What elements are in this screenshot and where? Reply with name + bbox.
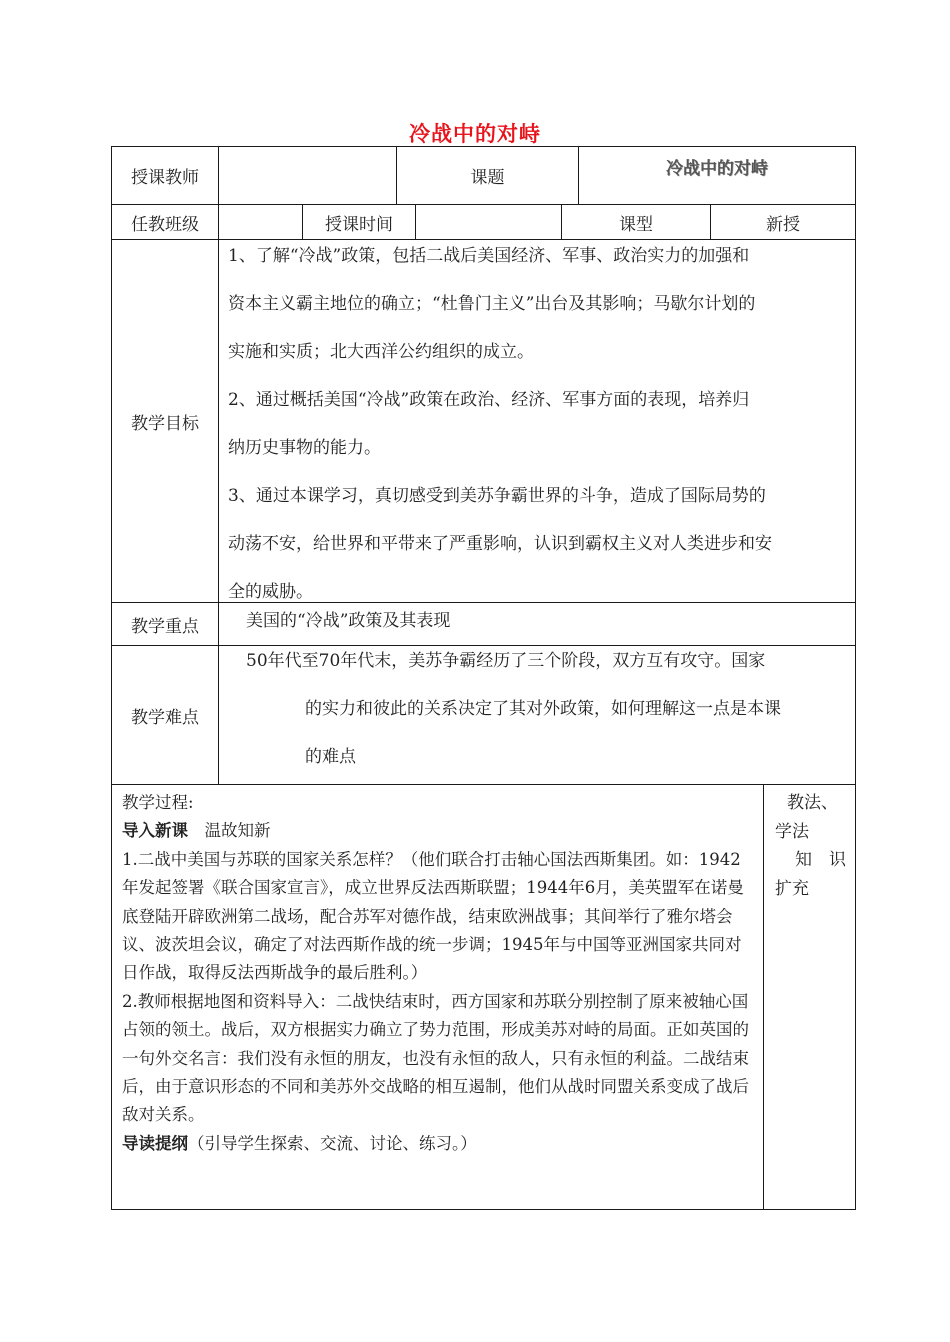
side-note — [775, 789, 850, 903]
intro-subtitle: 温故知新 — [188, 821, 271, 841]
document-title: 冷战中的对峙 — [409, 122, 541, 146]
difficulty-line-3: 的难点 — [305, 747, 356, 767]
intro-line — [122, 817, 757, 845]
objective-line: 1、了解“冷战”政策，包括二战后美国经济、军事、政治实力的加强和 — [228, 246, 750, 266]
intro-heading: 导入新课 — [122, 821, 188, 841]
side-note-line: 扩充 — [775, 878, 809, 899]
topic-value: 冷战中的对峙 — [666, 158, 768, 179]
row-divider — [111, 784, 856, 785]
guide-note: （引导学生探索、交流、讨论、练习。） — [188, 1133, 477, 1153]
side-note-line: 学法 — [775, 821, 809, 842]
process-heading: 教学过程: — [122, 793, 194, 812]
type-label: 课型 — [619, 214, 653, 235]
teaching-process — [122, 789, 757, 1158]
difficulty-label: 教学难点 — [131, 707, 199, 728]
teacher-label: 授课教师 — [131, 168, 199, 188]
objective-line: 纳历史事物的能力。 — [228, 438, 381, 458]
objective-line: 全的威胁。 — [228, 582, 313, 602]
topic-label: 课题 — [470, 168, 505, 188]
key-point-label: 教学重点 — [131, 616, 199, 637]
column-divider — [218, 146, 219, 785]
guide-line — [122, 1130, 757, 1158]
difficulty-line-1: 50年代至70年代末，美苏争霸经历了三个阶段，双方互有攻守。国家 — [246, 651, 766, 671]
objective-line: 资本主义霸主地位的确立；“杜鲁门主义”出台及其影响；马歇尔计划的 — [228, 294, 756, 314]
process-paragraph-1: 1.二战中美国与苏联的国家关系怎样？（他们联合打击轴心国法西斯集团。如：1942年发起签署《联合国家宣言》，成立世界反法西斯联盟；1944年6月，美英盟军在诺曼底登陆开辟欧洲第二战场，配合苏军对德作战，结束欧洲战事；其间举行了雅尔塔会议、波茨坦会议，确定了对法西斯作战的统一步调；1945年与中国等亚洲国家共同对日作战，取得反法西斯战争的最后胜利。） — [122, 849, 744, 983]
objective-line: 动荡不安，给世界和平带来了严重影响，认识到霸权主义对人类进步和安 — [228, 534, 772, 554]
side-note-line: 教法、 — [787, 793, 838, 813]
column-divider — [763, 784, 764, 1210]
key-point-text: 美国的“冷战”政策及其表现 — [246, 610, 451, 631]
table-border-bottom — [111, 1209, 856, 1210]
objective-line: 3、通过本课学习，真切感受到美苏争霸世界的斗争，造成了国际局势的 — [228, 486, 766, 506]
table-border-right — [855, 146, 856, 1210]
class-label: 任教班级 — [131, 214, 199, 235]
teacher-value — [219, 147, 396, 204]
time-label: 授课时间 — [325, 214, 393, 235]
objectives-text — [228, 232, 853, 616]
guide-heading: 导读提纲 — [122, 1133, 188, 1153]
type-value: 新授 — [766, 214, 800, 235]
side-note-line: 知 识 — [795, 850, 846, 870]
objectives-label: 教学目标 — [131, 413, 199, 434]
objective-line: 实施和实质；北大西洋公约组织的成立。 — [228, 342, 534, 362]
objective-line: 2、通过概括美国“冷战”政策在政治、经济、军事方面的表现，培养归 — [228, 390, 750, 410]
difficulty-line-2: 的实力和彼此的关系决定了其对外政策，如何理解这一点是本课 — [305, 699, 781, 719]
process-paragraph-2: 2.教师根据地图和资料导入：二战快结束时，西方国家和苏联分别控制了原来被轴心国占领的领土。战后，双方根据实力确立了势力范围，形成美苏对峙的局面。正如英国的一句外交名言：我们没有永恒的朋友，也没有永恒的敌人，只有永恒的利益。二战结束后，由于意识形态的不同和美苏外交战略的相互遏制，他们从战时同盟关系变成了战后敌对关系。 — [122, 991, 749, 1125]
